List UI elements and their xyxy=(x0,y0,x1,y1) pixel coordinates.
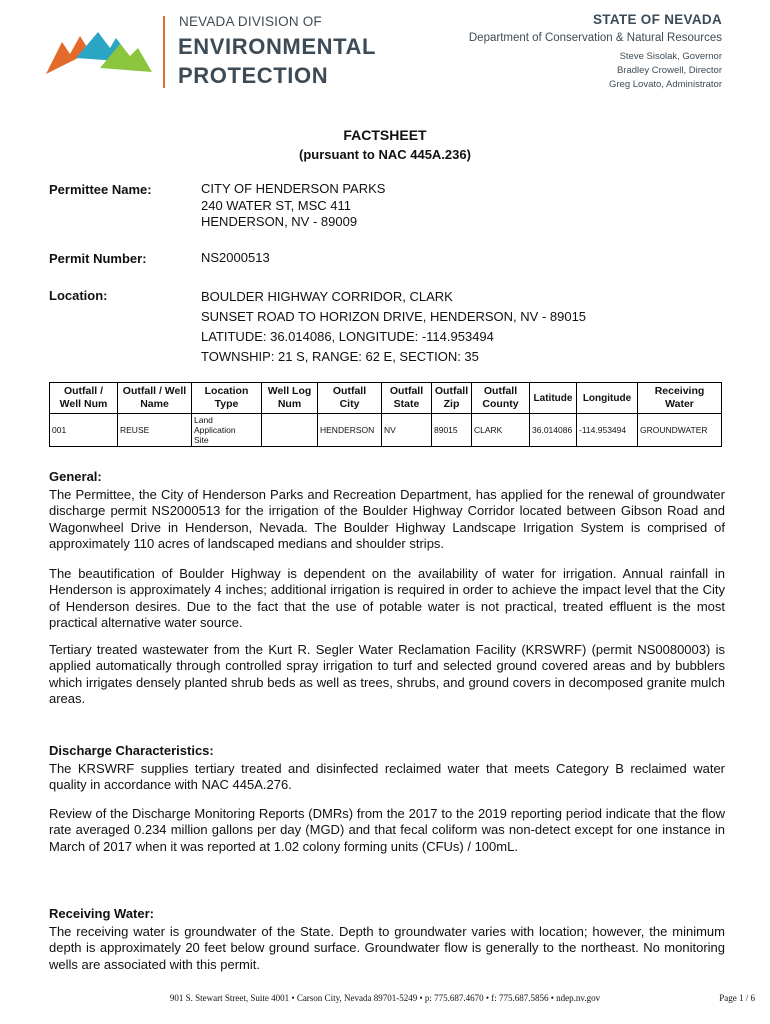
agency-name-line1: NEVADA DIVISION OF xyxy=(179,14,322,29)
table-cell: HENDERSON xyxy=(318,414,382,447)
table-cell: GROUNDWATER xyxy=(638,414,722,447)
location-line: TOWNSHIP: 21 S, RANGE: 62 E, SECTION: 35 xyxy=(201,349,479,364)
general-paragraph: Tertiary treated wastewater from the Kurt R. Segler Water Reclamation Facility (KRSWRF) (permit NS0080003) is applied automatically through controlled spray irrigation to turf and selected ground covered areas and by bubblers which irrigates densely planted shrub beds as well as trees, shrubs, and ground covers in decomposed granite mulch areas. xyxy=(49,642,725,706)
table-cell: -114.953494 xyxy=(577,414,638,447)
governor-line: Steve Sisolak, Governor xyxy=(619,51,722,62)
general-paragraph: The Permittee, the City of Henderson Parks and Recreation Department, has applied for the renewal of groundwater discharge permit NS2000513 for the irrigation of the Boulder Highway Corridor located between Gibson Road and Wagonwheel Drive in Henderson, Nevada. The Boulder Highway Landscape Irrigation System is comprised of approximately 110 acres of landscaped medians and shoulder strips. xyxy=(49,487,725,551)
table-cell: 89015 xyxy=(432,414,472,447)
general-paragraph: The beautification of Boulder Highway is dependent on the availability of water for irrigation. Annual rainfall in Henderson is approximately 4 inches; additional irrigation is required in order to achieve the impact level that the City of Henderson desires. Due to the fact that the use of potable water is not practical, treated effluent is the most practical alternative water source. xyxy=(49,566,725,630)
column-header: Outfall Zip xyxy=(432,383,472,414)
footer-address: 901 S. Stewart Street, Suite 4001 • Carson City, Nevada 89701-5249 • p: 775.687.4670 • f: 775.687.5856 • ndep.nv.gov xyxy=(169,993,601,1003)
table-cell: Land Application Site xyxy=(192,414,262,447)
column-header: Longitude xyxy=(577,383,638,414)
column-header: Outfall State xyxy=(382,383,432,414)
ndep-logo-icon xyxy=(46,28,152,76)
department-name: Department of Conservation & Natural Resources xyxy=(468,32,722,44)
outfall-table xyxy=(49,382,722,447)
column-header: Outfall City xyxy=(318,383,382,414)
column-header: Receiving Water xyxy=(638,383,722,414)
state-name: STATE OF NEVADA xyxy=(593,12,722,27)
column-header: Outfall County xyxy=(472,383,530,414)
location-line: SUNSET ROAD TO HORIZON DRIVE, HENDERSON, NV - 89015 xyxy=(201,309,587,324)
location-line: BOULDER HIGHWAY CORRIDOR, CLARK xyxy=(201,289,453,304)
discharge-heading: Discharge Characteristics: xyxy=(49,743,214,758)
permittee-line: HENDERSON, NV - 89009 xyxy=(201,214,358,229)
document-subtitle: (pursuant to NAC 445A.236) xyxy=(299,147,471,162)
agency-name-line2: ENVIRONMENTAL xyxy=(178,34,377,59)
receiving-water-paragraph: The receiving water is groundwater of the State. Depth to groundwater varies with location; however, the minimum depth is approximately 20 feet below ground surface. Groundwater flow is generally to the northeast. No monitoring wells are associated with this permit. xyxy=(49,924,725,972)
location-line: LATITUDE: 36.014086, LONGITUDE: -114.953494 xyxy=(201,329,494,344)
table-cell: NV xyxy=(382,414,432,447)
location-label: Location: xyxy=(49,288,108,303)
header-divider xyxy=(163,16,165,88)
permit-number-value: NS2000513 xyxy=(201,250,270,265)
page-number: Page 1 / 6 xyxy=(719,993,755,1003)
table-row xyxy=(50,414,722,447)
column-header: Well Log Num xyxy=(262,383,318,414)
table-cell: 36.014086 xyxy=(530,414,577,447)
director-line: Bradley Crowell, Director xyxy=(616,65,722,76)
permittee-line: CITY OF HENDERSON PARKS xyxy=(201,181,386,196)
column-header: Latitude xyxy=(530,383,577,414)
table-header-row xyxy=(50,383,722,414)
discharge-paragraph: The KRSWRF supplies tertiary treated and disinfected reclaimed water that meets Category B reclaimed water quality in accordance with NAC 445A.276. xyxy=(49,761,725,793)
permit-number-label: Permit Number: xyxy=(49,251,147,266)
table-cell xyxy=(262,414,318,447)
discharge-paragraph: Review of the Discharge Monitoring Reports (DMRs) from the 2017 to the 2019 reporting period indicate that the flow rate averaged 0.234 million gallons per day (MGD) and that fecal coliform was non-detect except for one instance in March of 2017 when it was reported at 1.02 colony forming units (CFUs) / 100mL. xyxy=(49,806,725,854)
column-header: Location Type xyxy=(192,383,262,414)
table-cell: CLARK xyxy=(472,414,530,447)
column-header: Outfall / Well Name xyxy=(118,383,192,414)
location-value xyxy=(201,287,586,367)
receiving-water-heading: Receiving Water: xyxy=(49,906,154,921)
permittee-line: 240 WATER ST, MSC 411 xyxy=(201,197,352,213)
table-cell: 001 xyxy=(50,414,118,447)
permittee-value xyxy=(201,181,385,231)
general-heading: General: xyxy=(49,469,102,484)
state-letterhead xyxy=(469,12,722,92)
document-title: FACTSHEET xyxy=(343,127,427,143)
agency-name-line3: PROTECTION xyxy=(178,63,329,88)
table-cell: REUSE xyxy=(118,414,192,447)
permittee-label: Permittee Name: xyxy=(49,182,152,197)
column-header: Outfall / Well Num xyxy=(50,383,118,414)
administrator-line: Greg Lovato, Administrator xyxy=(609,79,722,90)
